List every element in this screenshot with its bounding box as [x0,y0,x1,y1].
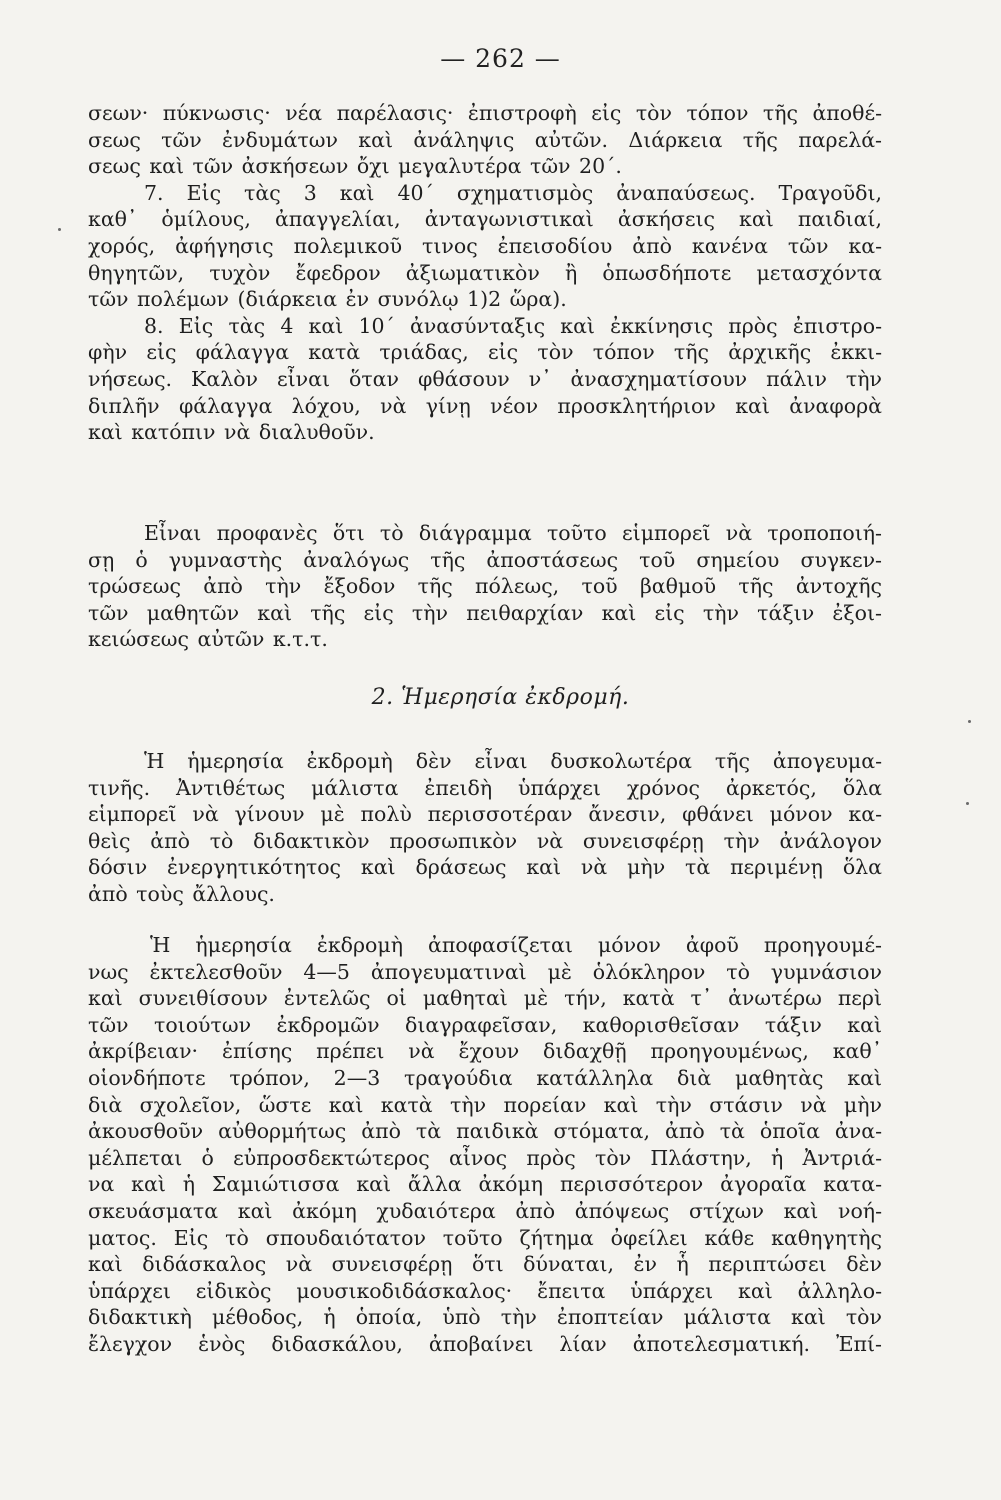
text-line: ἀπὸ τοὺς ἄλλους. [88,881,275,906]
paragraph-diagram-note [88,520,882,653]
text-line: δόσιν ἐνεργητικότητος καὶ δράσεως καὶ νὰ μὴν τὰ περιμένῃ ὅλα [88,855,882,880]
paragraph-day-excursion-details [88,932,882,1358]
text-line: ἔλεγχον ἑνὸς διδασκάλου, ἀποβαίνει λίαν ἀποτελεσματική. Ἐπί- [88,1331,882,1356]
text-line: 8. Εἰς τὰς 4 καὶ 10΄ ἀνασύνταξις καὶ ἐκκίνησις πρὸς ἐπιστρο- [144,313,882,338]
text-line: τῶν μαθητῶν καὶ τῆς εἰς τὴν πειθαρχίαν καὶ εἰς τὴν τάξιν ἐξοι- [88,600,882,625]
page-number: — 262 — [440,44,561,73]
text-line: καὶ συνειθίσουν ἐντελῶς οἱ μαθηταὶ μὲ τήν, κατὰ τ᾽ ἀνωτέρω περὶ [88,986,882,1011]
text-line: Ἡ ἡμερησία ἐκδρομὴ ἀποφασίζεται μόνον ἀφοῦ προηγουμέ- [150,933,882,957]
text-line: Εἶναι προφανὲς ὅτι τὸ διάγραμμα τοῦτο εἱμπορεῖ νὰ τροποποιή- [144,521,882,545]
text-line: σεων· πύκνωσις· νέα παρέλασις· ἐπιστροφὴ εἰς τὸν τόπον τῆς ἀποθέ- [88,101,882,125]
text-line: τῶν πολέμων (διάρκεια ἐν συνόλῳ 1)2 ὥρα). [88,287,567,312]
text-line: μέλπεται ὁ εὐπροσδεκτώτερος αἶνος πρὸς τὸν Πλάστην, ἡ Ἀντριά- [88,1145,882,1170]
text-line: διδακτικὴ μέθοδος, ἡ ὁποία, ὑπὸ τὴν ἐποπτείαν μάλιστα καὶ τὸν [88,1305,882,1330]
paragraph-day-excursion-intro [88,748,882,908]
text-line: καθ᾽ ὁμίλους, ἀπαγγελίαι, ἀνταγωνιστικαὶ ἀσκήσεις καὶ παιδιαί, [88,207,882,232]
text-line: Ἡ ἡμερησία ἐκδρομὴ δὲν εἶναι δυσκολωτέρα τῆς ἀπογευμα- [144,749,882,773]
text-line: τινῆς. Ἀντιθέτως μάλιστα ἐπειδὴ ὑπάρχει χρόνος ἀρκετός, ὅλα [88,775,882,800]
text-line: οἱονδήποτε τρόπον, 2—3 τραγούδια κατάλληλα διὰ μαθητὰς καὶ [88,1065,882,1090]
text-line: σῃ ὁ γυμναστὴς ἀναλόγως τῆς ἀποστάσεως τοῦ σημείου συγκεν- [88,547,882,572]
scan-speck [966,802,969,805]
text-line: σκευάσματα καὶ ἀκόμη χυδαιότερα ἀπὸ ἀπόψεως στίχων καὶ νοή- [88,1198,882,1223]
text-line: νήσεως. Καλὸν εἶναι ὅταν φθάσουν ν᾽ ἀνασχηματίσουν πάλιν τὴν [88,366,882,391]
text-line: θεὶς ἀπὸ τὸ διδακτικὸν προσωπικὸν νὰ συνεισφέρῃ τὴν ἀνάλογον [88,828,882,853]
text-line: τῶν τοιούτων ἐκδρομῶν διαγραφεῖσαν, καθορισθεῖσαν τάξιν καὶ [88,1012,882,1037]
text-line: κειώσεως αὐτῶν κ.τ.τ. [88,627,328,652]
text-line: διπλῆν φάλαγγα λόχου, νὰ γίνῃ νέον προσκλητήριον καὶ ἀναφορὰ [88,393,882,418]
text-line: ἀκουσθοῦν αὐθορμήτως ἀπὸ τὰ παιδικὰ στόματα, ἀπὸ τὰ ὁποῖα ἀνα- [88,1119,882,1144]
text-line: θηγητῶν, τυχὸν ἔφεδρον ἀξιωματικὸν ἢ ὁπωσδήποτε μετασχόντα [88,260,882,285]
text-line: νως ἐκτελεσθοῦν 4—5 ἀπογευματιναὶ μὲ ὁλόκληρον τὸ γυμνάσιον [88,959,882,984]
section-heading: 2. Ἡμερησία ἐκδρομή. [371,685,630,710]
text-line: χορός, ἀφήγησις πολεμικοῦ τινος ἐπεισοδίου ἀπὸ κανένα τῶν κα- [88,233,882,258]
text-line: σεως καὶ τῶν ἀσκήσεων ὄχι μεγαλυτέρα τῶν 20΄. [88,154,622,179]
text-line: τρώσεως ἀπὸ τὴν ἔξοδον τῆς πόλεως, τοῦ βαθμοῦ τῆς ἀντοχῆς [88,574,882,599]
scan-speck [968,720,971,723]
text-line: ματος. Εἰς τὸ σπουδαιότατον τοῦτο ζήτημα ὀφείλει κάθε καθηγητὴς [88,1225,882,1250]
text-line: διὰ σχολεῖον, ὥστε καὶ κατὰ τὴν πορείαν καὶ τὴν στάσιν νὰ μὴν [88,1092,882,1117]
text-line: καὶ διδάσκαλος νὰ συνεισφέρῃ ὅτι δύναται, ἐν ἧ περιπτώσει δὲν [88,1252,882,1277]
text-line: ἀκρίβειαν· ἐπίσης πρέπει νὰ ἔχουν διδαχθῇ προηγουμένως, καθ᾽ [88,1039,882,1064]
text-line: ὑπάρχει εἰδικὸς μουσικοδιδάσκαλος· ἔπειτα ὑπάρχει καὶ ἀλληλο- [88,1278,882,1303]
paragraph-schedule-items [88,100,882,446]
text-line: φὴν εἰς φάλαγγα κατὰ τριάδας, εἰς τὸν τόπον τῆς ἀρχικῆς ἐκκι- [88,340,882,365]
text-line: να καὶ ἡ Σαμιώτισσα καὶ ἄλλα ἀκόμη περισσότερον ἀγοραῖα κατα- [88,1172,882,1197]
text-line: 7. Εἰς τὰς 3 καὶ 40΄ σχηματισμὸς ἀναπαύσεως. Τραγοῦδι, [144,180,882,205]
text-line: εἱμπορεῖ νὰ γίνουν μὲ πολὺ περισσοτέραν ἄνεσιν, φθάνει μόνον κα- [88,802,882,827]
text-line: σεως τῶν ἐνδυμάτων καὶ ἀνάληψις αὐτῶν. Διάρκεια τῆς παρελά- [88,127,882,152]
scan-speck [58,228,61,231]
text-line: καὶ κατόπιν νὰ διαλυθοῦν. [88,420,375,445]
